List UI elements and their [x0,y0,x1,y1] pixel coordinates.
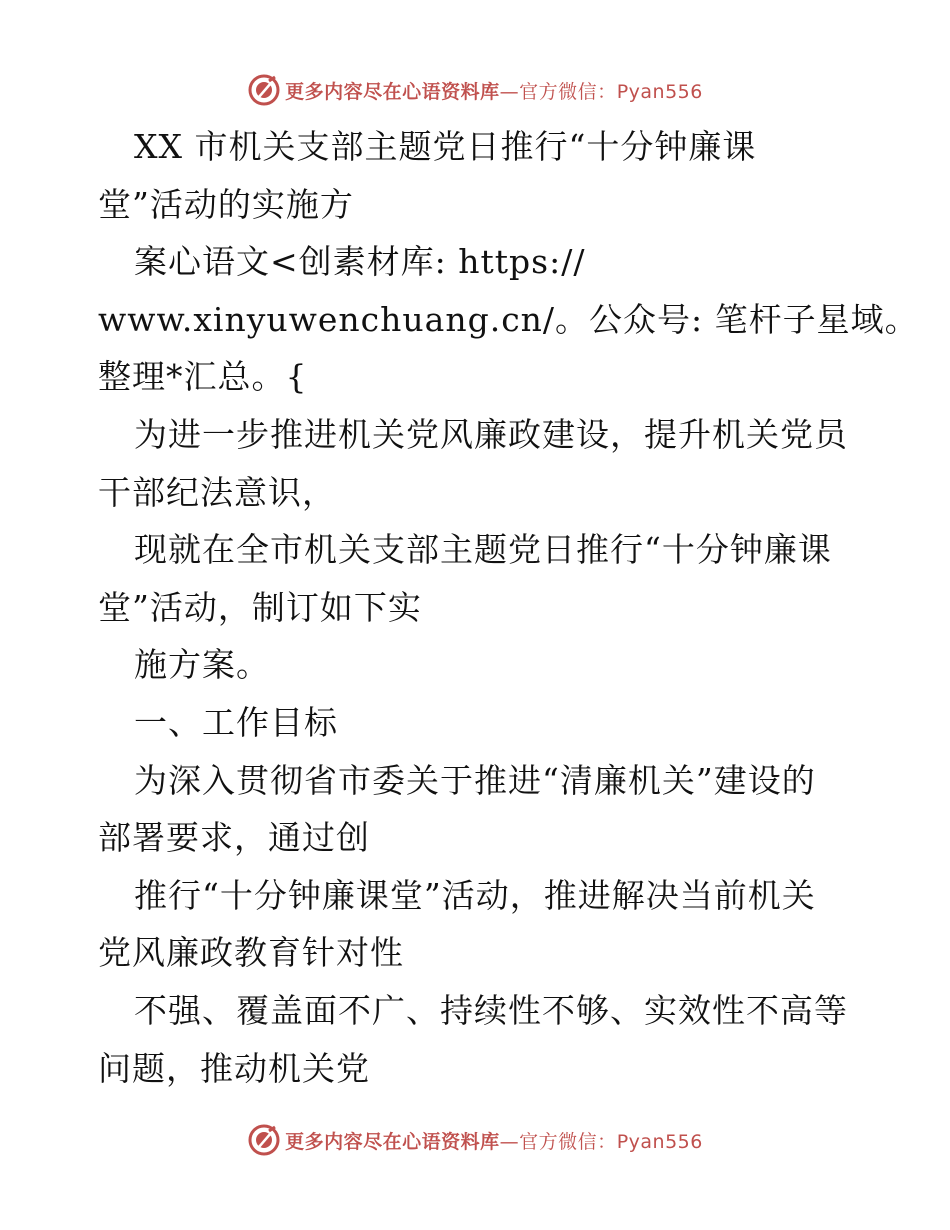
header-banner [0,70,950,110]
text-line: 为进一步推进机关党风廉政建设，提升机关党员 [134,414,848,454]
text-line: 堂”活动，制订如下实 [98,587,422,627]
banner-wechat-id: Pyan556 [616,80,703,103]
text-line: 案心语文<创素材库: https:// [134,242,586,282]
banner-text [285,1127,703,1154]
text-line: 为深入贯彻省市委关于推进“清廉机关”建设的 [134,760,816,800]
text-line: 部署要求，通过创 [98,818,370,858]
text-line: XX 市机关支部主题党日推行“十分钟廉课 [134,127,757,166]
banner-dash: — [499,80,520,103]
text-line: 现就在全市机关支部主题党日推行“十分钟廉课 [134,530,832,570]
document-body [98,118,919,1097]
text-line: www.xinyuwenchuang.cn/。公众号: 笔杆子星域。 [98,299,919,339]
footer-banner [0,1120,950,1160]
text-line: 施方案。 [134,645,270,685]
text-line: 整理*汇总。{ [98,357,308,397]
text-line: 干部纪法意识， [98,472,336,512]
seal-logo-icon [247,73,281,107]
text-line: 推行“十分钟廉课堂”活动，推进解决当前机关 [134,875,816,915]
banner-wechat-label: 官方微信： [519,80,617,103]
text-line: 一、工作目标 [134,702,338,742]
text-line: 不强、覆盖面不广、持续性不够、实效性不高等 [134,990,848,1030]
banner-dash: — [499,1130,520,1153]
banner-text [285,77,703,104]
text-line: 党风廉政教育针对性 [98,933,404,973]
banner-wechat-label: 官方微信： [519,1130,617,1153]
text-line: 堂”活动的实施方 [98,184,354,224]
banner-title: 更多内容尽在心语资料库 [285,1130,500,1153]
banner-title: 更多内容尽在心语资料库 [285,80,500,103]
text-line: 问题，推动机关党 [98,1048,370,1088]
banner-wechat-id: Pyan556 [616,1130,703,1153]
seal-logo-icon [247,1123,281,1157]
